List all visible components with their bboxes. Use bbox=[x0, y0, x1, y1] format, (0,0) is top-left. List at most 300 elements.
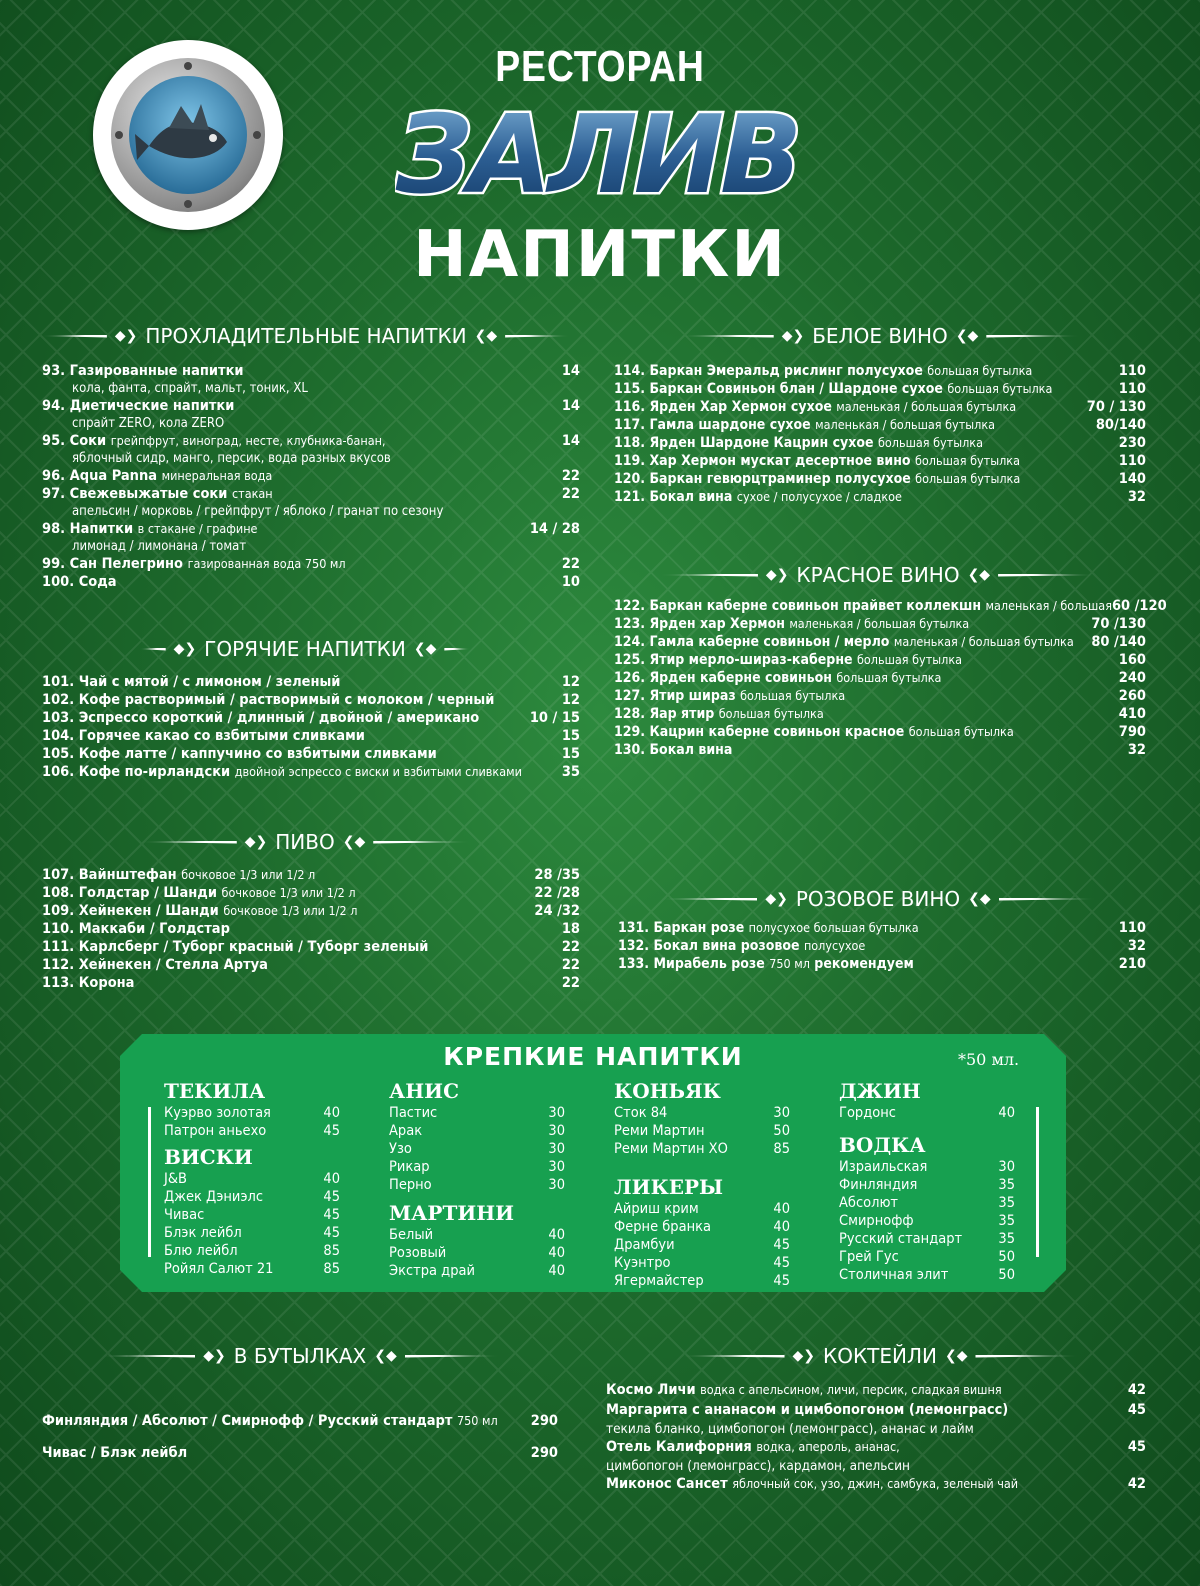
item-price: 40 bbox=[548, 1263, 565, 1279]
item-description: сухое / полусухое / сладкое bbox=[736, 489, 902, 504]
item-price: 42 bbox=[1127, 1476, 1146, 1492]
menu-item bbox=[42, 555, 580, 573]
item-price: 35 bbox=[998, 1195, 1015, 1211]
section-heading-beer bbox=[140, 830, 470, 854]
category-title: ЛИКЕРЫ bbox=[614, 1175, 724, 1199]
item-name: 101. Чай с мятой / с лимоном / зеленый bbox=[42, 674, 341, 690]
item-price: 80 /140 bbox=[1091, 634, 1146, 650]
item-price: 30 bbox=[548, 1177, 565, 1193]
menu-item bbox=[42, 866, 580, 884]
item-description: большая бутылка bbox=[908, 724, 1014, 739]
item-price: 22 bbox=[561, 957, 580, 973]
item-name: 110. Маккаби / Голдстар bbox=[42, 921, 230, 937]
menu-item bbox=[614, 398, 1146, 416]
menu-item bbox=[614, 1140, 790, 1158]
item-name: 123. Ярден хар Хермон маленькая / большая бутылка bbox=[614, 616, 970, 632]
item-name: Финляндия bbox=[839, 1177, 918, 1193]
item-price: 22 bbox=[561, 556, 580, 572]
item-name: 98. Напитки в стакане / графине bbox=[42, 521, 258, 537]
section-title: ГОРЯЧИЕ НАПИТКИ bbox=[204, 637, 406, 661]
divider bbox=[505, 335, 570, 338]
item-price: 15 bbox=[561, 728, 580, 744]
item-description: газированная вода 750 мл bbox=[187, 556, 346, 571]
section-heading-hot bbox=[140, 637, 470, 661]
item-price: 12 bbox=[561, 692, 580, 708]
item-price: 40 bbox=[548, 1227, 565, 1243]
item-name: Куэнтро bbox=[614, 1255, 671, 1271]
item-name: 100. Сода bbox=[42, 574, 117, 590]
section-title: В БУТЫЛКАХ bbox=[233, 1344, 367, 1368]
menu-item bbox=[42, 691, 580, 709]
item-description: большая бутылка bbox=[740, 688, 846, 703]
menu-item bbox=[164, 1170, 340, 1188]
item-name: 97. Свежевыжатые соки стакан bbox=[42, 486, 273, 502]
item-name: 125. Ятир мерло-шираз-каберне большая бутылка bbox=[614, 652, 963, 668]
menu-item bbox=[614, 669, 1146, 687]
item-price: 32 bbox=[1127, 938, 1146, 954]
divider bbox=[373, 841, 470, 844]
porthole-window bbox=[129, 76, 247, 194]
menu-item bbox=[614, 1218, 790, 1236]
divider bbox=[660, 574, 758, 577]
item-name: Патрон аньехо bbox=[164, 1123, 267, 1139]
beer-list bbox=[42, 866, 580, 992]
item-name: 111. Карлсберг / Туборг красный / Туборг зеленый bbox=[42, 939, 429, 955]
column-divider bbox=[1036, 1107, 1039, 1257]
menu-item bbox=[614, 380, 1146, 398]
item-name: 105. Кофе латте / каппучино со взбитыми сливками bbox=[42, 746, 437, 762]
item-price: 140 bbox=[1118, 471, 1146, 487]
item-price: 60 /120 bbox=[1111, 598, 1167, 614]
item-name: Ферне бранка bbox=[614, 1219, 711, 1235]
item-name: 116. Ярден Хар Хермон сухое маленькая / большая бутылка bbox=[614, 399, 1017, 415]
item-name: Блэк лейбл bbox=[164, 1225, 242, 1241]
item-name: Сток 84 bbox=[614, 1105, 668, 1121]
item-name: Куэрво золотая bbox=[164, 1105, 271, 1121]
menu-item bbox=[614, 1104, 790, 1122]
menu-item bbox=[614, 723, 1146, 741]
item-description: бочковое 1/3 или 1/2 л bbox=[223, 903, 358, 918]
item-price: 45 bbox=[323, 1189, 340, 1205]
ornament-icon: ❮◆ bbox=[967, 567, 991, 583]
divider bbox=[998, 574, 1096, 577]
item-name: 103. Эспрессо короткий / длинный / двойной / американо bbox=[42, 710, 480, 726]
item-subtext: текила бланко, цимбопогон (лемонграсс), ананас и лайм bbox=[606, 1421, 974, 1437]
item-name: Отель Калифорния водка, апероль, ананас, bbox=[606, 1439, 900, 1455]
item-name: Чивас / Блэк лейбл bbox=[42, 1445, 188, 1461]
menu-item bbox=[614, 1236, 790, 1254]
item-description: маленькая / большая бутылка bbox=[893, 634, 1074, 649]
item-price: 35 bbox=[998, 1213, 1015, 1229]
menu-item bbox=[164, 1122, 340, 1140]
menu-item bbox=[839, 1104, 1015, 1122]
hot-drinks-list bbox=[42, 673, 580, 781]
item-price: 42 bbox=[1127, 1382, 1146, 1398]
menu-item bbox=[164, 1104, 340, 1122]
item-name: Арак bbox=[389, 1123, 423, 1139]
item-name: Столичная элит bbox=[839, 1267, 949, 1283]
menu-item bbox=[614, 741, 1146, 759]
menu-item bbox=[164, 1188, 340, 1206]
item-description: маленькая / большая бутылка bbox=[789, 616, 970, 631]
menu-item bbox=[614, 362, 1146, 380]
item-subtext: цимбопогон (лемонграсс), кардамон, апельсин bbox=[606, 1458, 910, 1474]
strong-column-3 bbox=[614, 1078, 790, 1290]
ornament-icon: ◆❯ bbox=[173, 641, 197, 657]
item-price: 85 bbox=[773, 1141, 790, 1157]
item-name: 107. Вайнштефан бочковое 1/3 или 1/2 л bbox=[42, 867, 316, 883]
item-name: Чивас bbox=[164, 1207, 205, 1223]
item-price: 32 bbox=[1127, 489, 1146, 505]
menu-item bbox=[42, 974, 580, 992]
menu-item bbox=[606, 1475, 1146, 1493]
item-name: Грей Гус bbox=[839, 1249, 899, 1265]
section-title: БЕЛОЕ ВИНО bbox=[812, 324, 948, 348]
divider bbox=[100, 1355, 195, 1358]
item-price: 260 bbox=[1118, 688, 1146, 704]
menu-item bbox=[614, 452, 1146, 470]
item-price: 290 bbox=[530, 1445, 558, 1461]
category-title: ВИСКИ bbox=[164, 1145, 253, 1169]
item-name: 121. Бокал вина сухое / полусухое / сладкое bbox=[614, 489, 902, 505]
ornament-icon: ◆❯ bbox=[781, 328, 805, 344]
item-name: 119. Хар Хермон мускат десертное вино большая бутылка bbox=[614, 453, 1020, 469]
menu-item bbox=[42, 709, 580, 727]
item-price: 45 bbox=[323, 1207, 340, 1223]
item-price: 35 bbox=[998, 1177, 1015, 1193]
item-description: большая бутылка bbox=[947, 381, 1053, 396]
item-name: 108. Голдстар / Шанди бочковое 1/3 или 1/2 л bbox=[42, 885, 356, 901]
page-title: НАПИТКИ bbox=[413, 218, 787, 292]
item-price: 110 bbox=[1118, 453, 1146, 469]
ornament-icon: ❮◆ bbox=[944, 1348, 968, 1364]
item-price: 110 bbox=[1118, 363, 1146, 379]
menu-item bbox=[618, 937, 1146, 955]
item-name: Рикар bbox=[389, 1159, 430, 1175]
item-price: 80/140 bbox=[1095, 417, 1146, 433]
divider bbox=[975, 1355, 1080, 1358]
white-wine-list bbox=[614, 362, 1146, 506]
item-price: 22 bbox=[561, 975, 580, 991]
item-description: водка, апероль, ананас, bbox=[756, 1439, 900, 1454]
section-heading-white bbox=[680, 324, 1080, 348]
item-price: 28 /35 bbox=[534, 867, 580, 883]
strong-column-1 bbox=[164, 1078, 340, 1278]
ornament-icon: ◆❯ bbox=[244, 834, 268, 850]
menu-item bbox=[606, 1381, 1146, 1399]
menu-item bbox=[389, 1262, 565, 1280]
menu-item bbox=[42, 1412, 558, 1430]
menu-item bbox=[614, 651, 1146, 669]
section-heading-bottles bbox=[100, 1344, 500, 1368]
menu-item bbox=[389, 1176, 565, 1194]
item-description: маленькая / большая бутылка bbox=[836, 399, 1017, 414]
item-name: 126. Ярден каберне совиньон большая бутылка bbox=[614, 670, 942, 686]
item-price: 22 bbox=[561, 486, 580, 502]
ornament-icon: ❮◆ bbox=[955, 328, 979, 344]
item-name: Израильская bbox=[839, 1159, 928, 1175]
divider bbox=[680, 335, 774, 338]
divider bbox=[444, 648, 470, 651]
item-price: 45 bbox=[773, 1273, 790, 1289]
item-name: 114. Баркан Эмеральд рислинг полусухое большая бутылка bbox=[614, 363, 1033, 379]
item-name: 113. Корона bbox=[42, 975, 135, 991]
item-recommend: рекомендуем bbox=[814, 956, 914, 972]
item-price: 50 bbox=[998, 1267, 1015, 1283]
item-description: большая бутылка bbox=[877, 435, 983, 450]
menu-item bbox=[42, 1444, 558, 1462]
item-description: яблочный сок, узо, джин, самбука, зеленый чай bbox=[732, 1476, 1019, 1491]
section-title: КРАСНОЕ ВИНО bbox=[796, 563, 960, 587]
item-price: 30 bbox=[548, 1141, 565, 1157]
item-name: Реми Мартин bbox=[614, 1123, 705, 1139]
item-price: 290 bbox=[530, 1413, 558, 1429]
item-price: 50 bbox=[773, 1123, 790, 1139]
item-name: 128. Яар ятир большая бутылка bbox=[614, 706, 824, 722]
divider bbox=[42, 335, 107, 338]
menu-item bbox=[839, 1266, 1015, 1284]
item-name: 132. Бокал вина розовое полусухое bbox=[618, 938, 866, 954]
category-title: МАРТИНИ bbox=[389, 1201, 515, 1225]
strong-column-4 bbox=[839, 1078, 1015, 1284]
menu-item bbox=[389, 1244, 565, 1262]
item-price: 70 / 130 bbox=[1086, 399, 1146, 415]
menu-item bbox=[618, 919, 1146, 937]
item-description: стакан bbox=[231, 486, 273, 501]
item-name: 95. Соки грейпфрут, виноград, несте, клубника-банан, bbox=[42, 433, 386, 449]
item-name: 109. Хейнекен / Шанди бочковое 1/3 или 1/2 л bbox=[42, 903, 358, 919]
category-title: АНИС bbox=[389, 1079, 459, 1103]
item-price: 410 bbox=[1118, 706, 1146, 722]
menu-item bbox=[42, 920, 580, 938]
item-name: 133. Мирабель розе 750 мл рекомендуем bbox=[618, 956, 914, 972]
item-description: минеральная вода bbox=[161, 468, 273, 483]
gin-list bbox=[839, 1104, 1015, 1122]
menu-item bbox=[42, 673, 580, 691]
menu-item bbox=[42, 902, 580, 920]
divider bbox=[660, 898, 757, 901]
item-price: 110 bbox=[1118, 381, 1146, 397]
item-price: 40 bbox=[548, 1245, 565, 1261]
menu-item bbox=[618, 955, 1146, 973]
menu-item bbox=[42, 520, 580, 538]
menu-item bbox=[389, 1122, 565, 1140]
item-name: 96. Aqua Panna минеральная вода bbox=[42, 468, 273, 484]
item-description: 750 мл bbox=[769, 956, 810, 971]
menu-item bbox=[614, 615, 1146, 633]
ornament-icon: ❮◆ bbox=[374, 1348, 397, 1364]
item-price: 210 bbox=[1118, 956, 1146, 972]
menu-item bbox=[42, 362, 580, 380]
item-description: водка с апельсином, личи, персик, сладкая вишня bbox=[700, 1382, 1002, 1397]
item-price: 45 bbox=[1127, 1402, 1146, 1418]
menu-item bbox=[42, 727, 580, 745]
item-price: 45 bbox=[773, 1255, 790, 1271]
item-price: 40 bbox=[773, 1219, 790, 1235]
bolt-icon bbox=[115, 131, 123, 139]
menu-item bbox=[606, 1438, 1146, 1456]
ornament-icon: ◆❯ bbox=[203, 1348, 226, 1364]
bolt-icon bbox=[253, 131, 261, 139]
menu-item bbox=[42, 884, 580, 902]
item-description: большая бутылка bbox=[836, 670, 942, 685]
item-name: 99. Сан Пелегрино газированная вода 750 мл bbox=[42, 556, 346, 572]
item-price: 35 bbox=[561, 764, 580, 780]
item-name: Смирнофф bbox=[839, 1213, 914, 1229]
item-name: Космо Личи водка с апельсином, личи, персик, сладкая вишня bbox=[606, 1382, 1002, 1398]
item-subtext: яблочный сидр, манго, персик, вода разных вкусов bbox=[72, 451, 391, 466]
item-price: 22 /28 bbox=[534, 885, 580, 901]
item-description: маленькая / большая bbox=[985, 598, 1112, 613]
bolt-icon bbox=[184, 200, 192, 208]
ornament-icon: ❮◆ bbox=[968, 891, 991, 907]
item-price: 790 bbox=[1118, 724, 1146, 740]
item-price: 12 bbox=[561, 674, 580, 690]
item-name: Айриш крим bbox=[614, 1201, 699, 1217]
menu-item bbox=[839, 1212, 1015, 1230]
item-name: Маргарита с ананасом и цимбопогоном (лемонграсс) bbox=[606, 1402, 1009, 1418]
serving-note: *50 мл. bbox=[958, 1050, 1020, 1069]
menu-item bbox=[389, 1158, 565, 1176]
item-description: большая бутылка bbox=[856, 652, 963, 667]
item-description: большая бутылка bbox=[718, 706, 824, 721]
divider bbox=[680, 1355, 785, 1358]
ornament-icon: ◆❯ bbox=[765, 567, 789, 583]
menu-item bbox=[614, 416, 1146, 434]
item-name: 131. Баркан розе полусухое большая бутылка bbox=[618, 920, 919, 936]
menu-item bbox=[42, 397, 580, 415]
menu-item bbox=[614, 1272, 790, 1290]
item-name: 102. Кофе растворимый / растворимый с молоком / черный bbox=[42, 692, 495, 708]
item-price: 40 bbox=[773, 1201, 790, 1217]
item-price: 14 / 28 bbox=[529, 521, 580, 537]
item-price: 30 bbox=[548, 1123, 565, 1139]
item-price: 22 bbox=[561, 939, 580, 955]
fish-icon bbox=[129, 76, 247, 194]
bottles-list bbox=[42, 1412, 558, 1476]
menu-item bbox=[42, 573, 580, 591]
item-name: Финляндия / Абсолют / Смирнофф / Русский стандарт 750 мл bbox=[42, 1413, 498, 1429]
item-name: Джек Дэниэлс bbox=[164, 1189, 264, 1205]
item-price: 160 bbox=[1118, 652, 1146, 668]
item-price: 15 bbox=[561, 746, 580, 762]
item-price: 18 bbox=[561, 921, 580, 937]
item-name: 117. Гамла шардоне сухое маленькая / большая бутылка bbox=[614, 417, 996, 433]
menu-item bbox=[614, 470, 1146, 488]
item-price: 40 bbox=[323, 1105, 340, 1121]
item-name: 120. Баркан гевюрцтраминер полусухое большая бутылка bbox=[614, 471, 1021, 487]
menu-item bbox=[389, 1140, 565, 1158]
menu-item bbox=[614, 434, 1146, 452]
category-title: КОНЬЯК bbox=[614, 1079, 721, 1103]
item-name: Реми Мартин ХО bbox=[614, 1141, 728, 1157]
divider bbox=[999, 898, 1096, 901]
menu-item bbox=[614, 687, 1146, 705]
item-price: 85 bbox=[323, 1261, 340, 1277]
item-price: 45 bbox=[323, 1123, 340, 1139]
item-name: 130. Бокал вина bbox=[614, 742, 733, 758]
tequila-list bbox=[164, 1104, 340, 1140]
item-price: 14 bbox=[561, 433, 580, 449]
item-price: 45 bbox=[1127, 1439, 1146, 1455]
item-name: 112. Хейнекен / Стелла Артуа bbox=[42, 957, 268, 973]
item-name: Блю лейбл bbox=[164, 1243, 238, 1259]
item-name: 127. Ятир шираз большая бутылка bbox=[614, 688, 846, 704]
item-description: грейпфрут, виноград, несте, клубника-банан, bbox=[110, 433, 386, 448]
red-wine-list bbox=[614, 597, 1167, 759]
item-name: 93. Газированные напитки bbox=[42, 363, 244, 379]
menu-item bbox=[614, 1254, 790, 1272]
item-description: 750 мл bbox=[456, 1413, 498, 1428]
section-title: КОКТЕЙЛИ bbox=[823, 1344, 937, 1368]
item-name: Миконос Сансет яблочный сок, узо, джин, самбука, зеленый чай bbox=[606, 1476, 1019, 1492]
menu-item bbox=[389, 1104, 565, 1122]
menu-item bbox=[839, 1176, 1015, 1194]
martini-list bbox=[389, 1226, 565, 1280]
ornament-icon: ◆❯ bbox=[765, 891, 788, 907]
menu-item bbox=[614, 1200, 790, 1218]
item-subtext: спрайт ZERO, кола ZERO bbox=[72, 416, 225, 431]
item-name: 104. Горячее какао со взбитыми сливками bbox=[42, 728, 365, 744]
item-description: в стакане / графине bbox=[137, 521, 258, 536]
divider bbox=[140, 841, 237, 844]
item-name: Перно bbox=[389, 1177, 432, 1193]
item-price: 30 bbox=[773, 1105, 790, 1121]
menu-item bbox=[42, 938, 580, 956]
cognac-list bbox=[614, 1104, 790, 1158]
item-description: маленькая / большая бутылка bbox=[815, 417, 996, 432]
item-name: Абсолют bbox=[839, 1195, 899, 1211]
menu-item bbox=[614, 1122, 790, 1140]
menu-item bbox=[839, 1158, 1015, 1176]
item-description: большая бутылка bbox=[914, 453, 1020, 468]
item-price: 24 /32 bbox=[534, 903, 580, 919]
liqueur-list bbox=[614, 1200, 790, 1290]
item-name: Русский стандарт bbox=[839, 1231, 963, 1247]
item-price: 50 bbox=[998, 1249, 1015, 1265]
divider bbox=[140, 648, 166, 651]
item-description: бочковое 1/3 или 1/2 л bbox=[221, 885, 356, 900]
category-title: ДЖИН bbox=[839, 1079, 921, 1103]
menu-item bbox=[164, 1206, 340, 1224]
menu-item bbox=[614, 705, 1146, 723]
vodka-list bbox=[839, 1158, 1015, 1284]
menu-item bbox=[614, 633, 1146, 651]
item-price: 40 bbox=[323, 1171, 340, 1187]
item-name: Ройял Салют 21 bbox=[164, 1261, 274, 1277]
item-description: полусухое большая бутылка bbox=[748, 920, 919, 935]
strong-drinks-title: КРЕПКИЕ НАПИТКИ bbox=[443, 1042, 743, 1071]
menu-item bbox=[42, 745, 580, 763]
item-name: Белый bbox=[389, 1227, 434, 1243]
item-name: 129. Кацрин каберне совиньон красное большая бутылка bbox=[614, 724, 1014, 740]
divider bbox=[986, 335, 1080, 338]
menu-item bbox=[42, 763, 580, 781]
menu-item bbox=[42, 467, 580, 485]
menu-item bbox=[606, 1401, 1146, 1419]
anise-list bbox=[389, 1104, 565, 1194]
item-name: Узо bbox=[389, 1141, 412, 1157]
ornament-icon: ❮◆ bbox=[342, 834, 366, 850]
item-name: 94. Диетические напитки bbox=[42, 398, 235, 414]
restaurant-label: РЕСТОРАН bbox=[495, 42, 705, 91]
item-subtext: апельсин / морковь / грейпфрут / яблоко / гранат по сезону bbox=[72, 504, 444, 519]
menu-item bbox=[42, 956, 580, 974]
section-heading-cocktails bbox=[680, 1344, 1080, 1368]
ornament-icon: ◆❯ bbox=[792, 1348, 816, 1364]
item-price: 110 bbox=[1118, 920, 1146, 936]
item-price: 32 bbox=[1127, 742, 1146, 758]
